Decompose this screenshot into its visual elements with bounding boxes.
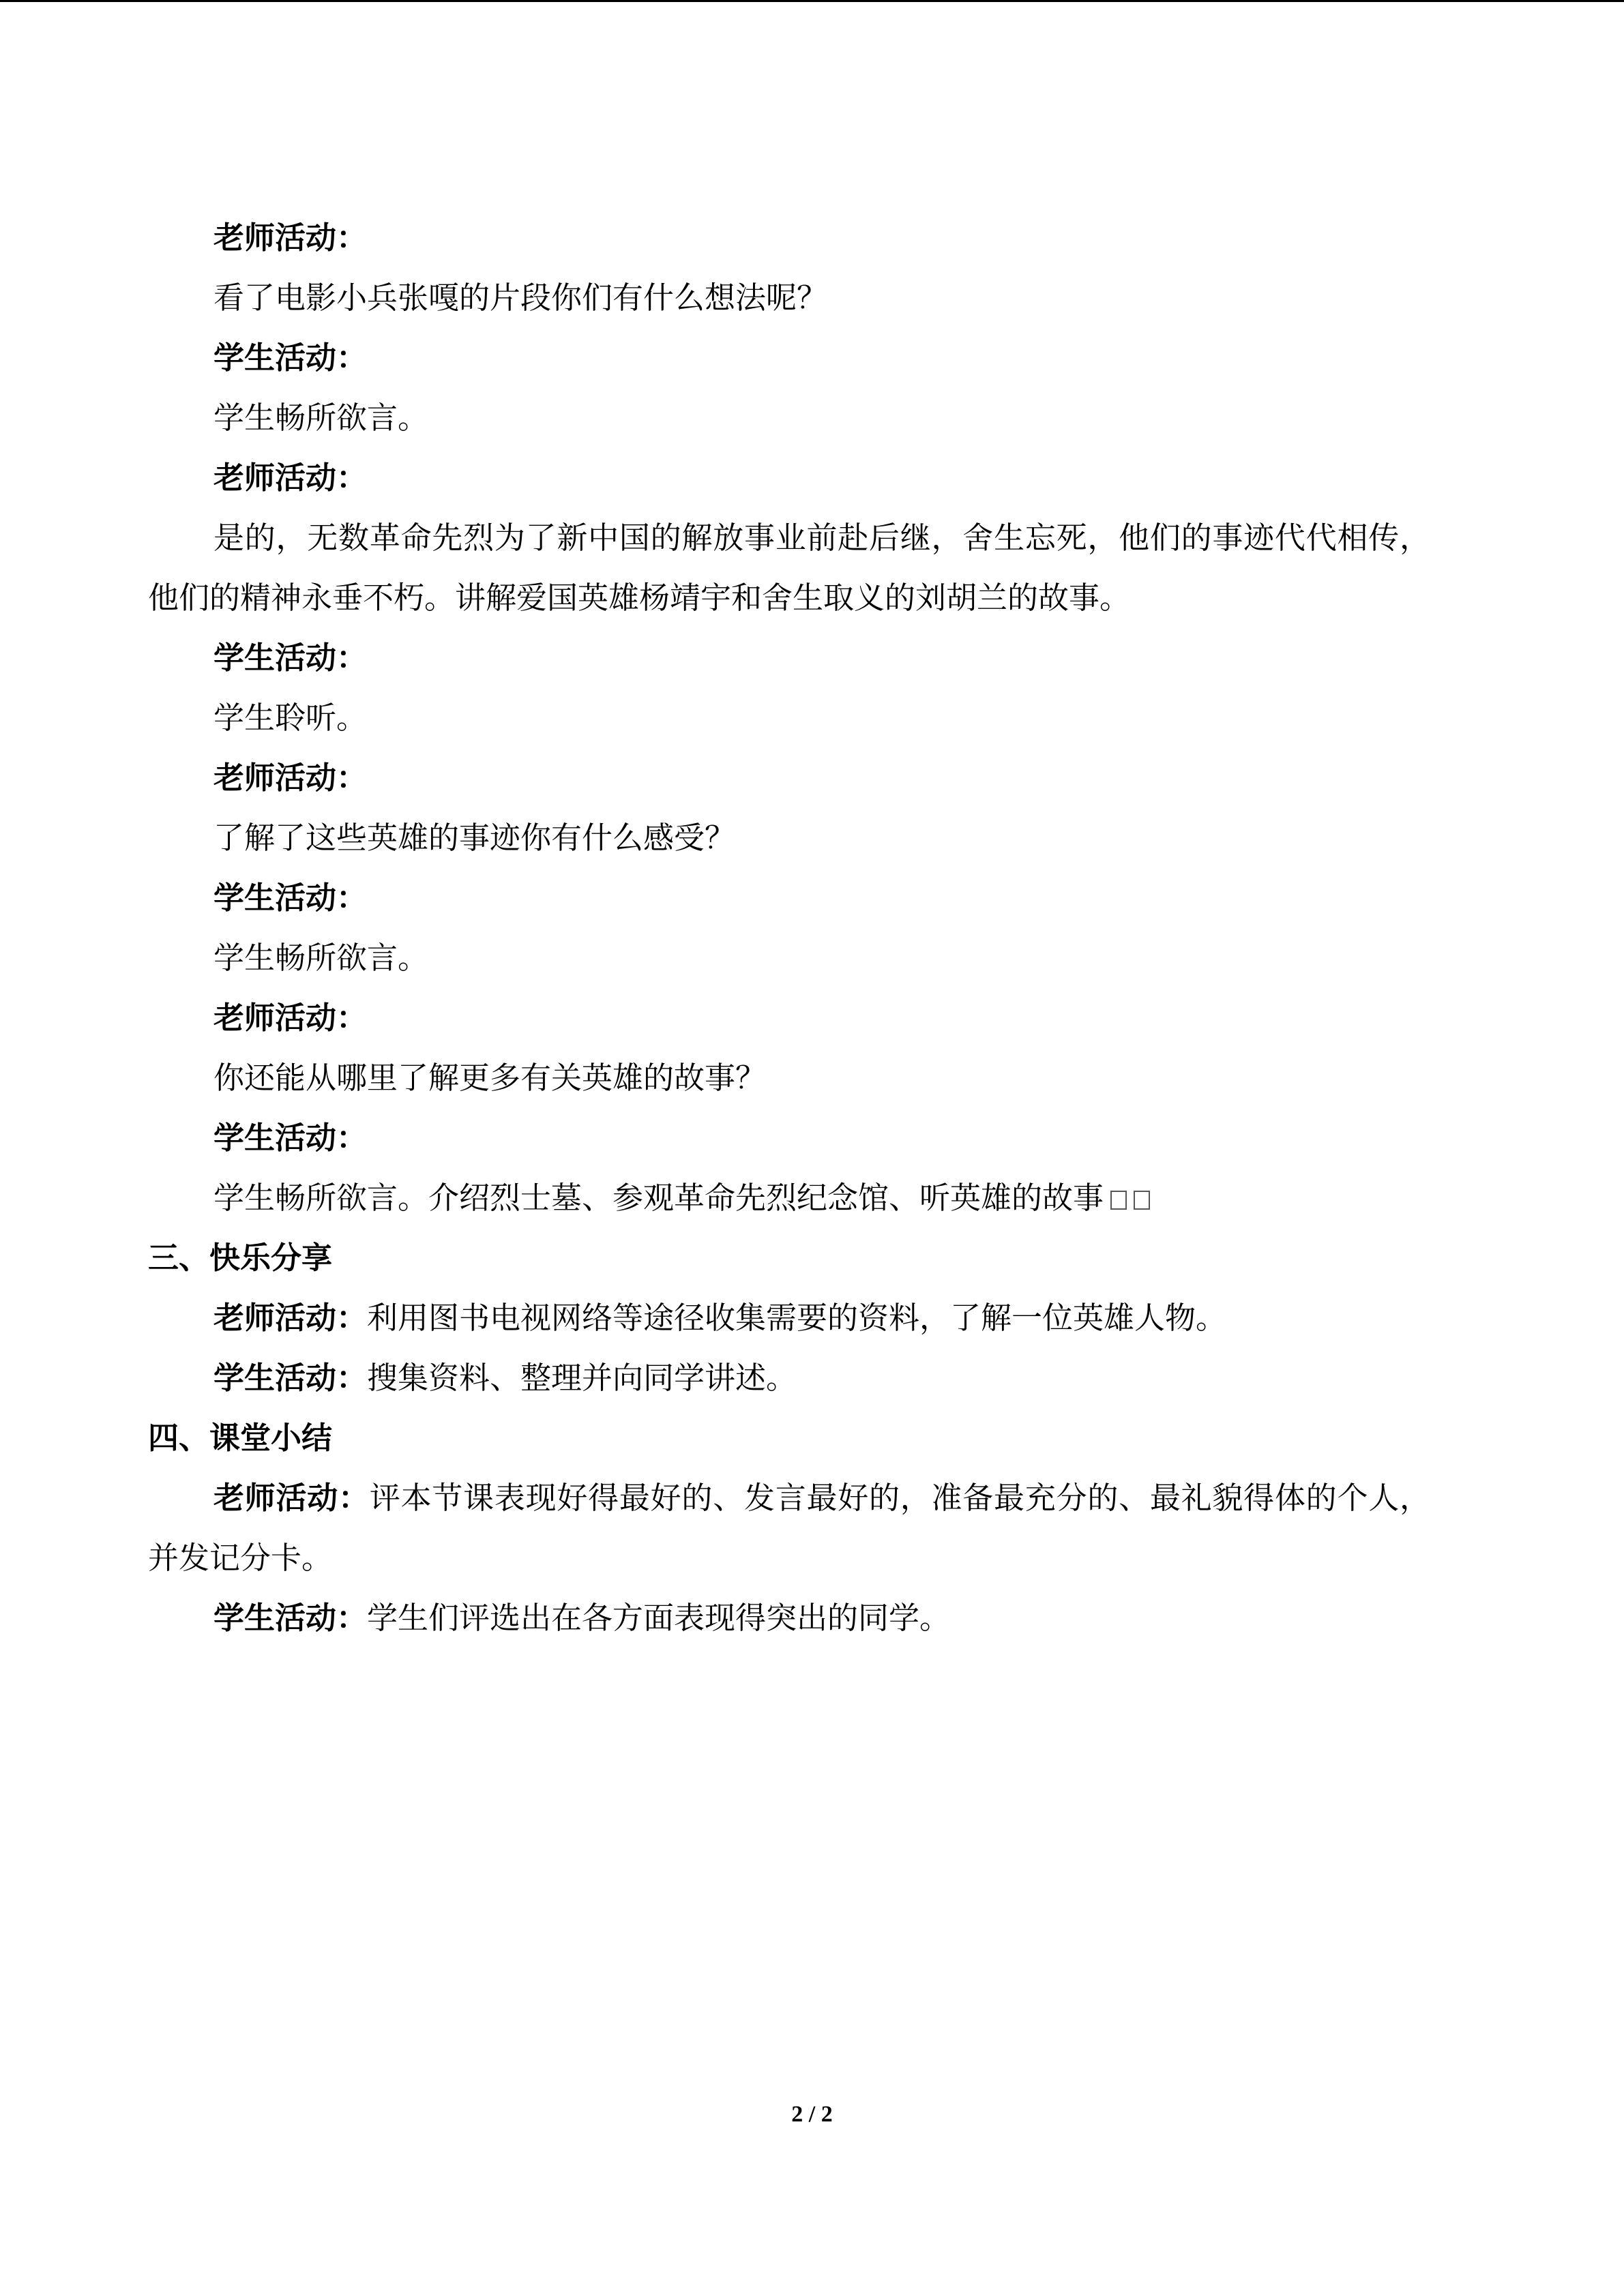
student-response-text: 学生畅所欲言。介绍烈士墓、参观革命先烈纪念馆、听英雄的故事	[213, 1180, 1104, 1216]
student-activity-label: 学生活动：	[213, 640, 368, 676]
missing-glyph-box	[1110, 1191, 1127, 1210]
top-border	[0, 0, 1624, 2]
section-heading-class-summary: 四、课堂小结	[148, 1420, 333, 1456]
student-activity-label: 学生活动：	[213, 1600, 368, 1636]
teacher-activity-row	[148, 1288, 1430, 1348]
student-response: 学生畅所欲言。	[213, 940, 429, 976]
teacher-activity-label: 老师活动：	[213, 460, 368, 496]
student-response: 学生聆听。	[213, 700, 368, 736]
student-activity-row	[148, 1348, 1430, 1408]
teacher-question: 看了电影小兵张嘎的片段你们有什么想法呢？	[213, 280, 828, 316]
teacher-activity-label: 老师活动：	[213, 220, 368, 256]
teacher-question: 了解了这些英雄的事迹你有什么感受？	[213, 820, 736, 856]
student-activity-text: 搜集资料、整理并向同学讲述。	[367, 1360, 797, 1396]
teacher-activity-label: 老师活动：	[213, 1000, 368, 1036]
student-activity-label: 学生活动：	[213, 880, 368, 916]
student-response: 学生畅所欲言。	[213, 400, 429, 436]
teacher-question: 你还能从哪里了解更多有关英雄的故事？	[213, 1060, 767, 1096]
teacher-activity-label: 老师活动：	[213, 1300, 368, 1336]
teacher-activity-text: 利用图书电视网络等途径收集需要的资料，了解一位英雄人物。	[367, 1300, 1227, 1336]
teacher-activity-label: 老师活动：	[213, 760, 368, 796]
missing-glyph-box	[1134, 1191, 1150, 1210]
teacher-activity-text: 评本节课表现好得最好的、发言最好的，准备最充分的、最礼貌得体的个人，并发记分卡。	[148, 1480, 1430, 1576]
section-heading-happy-sharing: 三、快乐分享	[148, 1240, 333, 1276]
student-activity-row	[148, 1588, 1430, 1648]
student-response-with-missing-glyphs	[148, 1168, 1430, 1228]
student-activity-text: 学生们评选出在各方面表现得突出的同学。	[367, 1600, 951, 1636]
page-number: 2 / 2	[791, 2102, 833, 2127]
teacher-activity-label: 老师活动：	[213, 1480, 370, 1516]
student-activity-label: 学生活动：	[213, 1120, 368, 1156]
document-body	[148, 208, 1430, 1648]
teacher-explanation: 是的，无数革命先烈为了新中国的解放事业前赴后继，舍生忘死，他们的事迹代代相传，他们的精神永垂不朽。讲解爱国英雄杨靖宇和舍生取义的刘胡兰的故事。	[148, 520, 1430, 616]
student-activity-label: 学生活动：	[213, 1360, 368, 1396]
teacher-activity-paragraph	[148, 1468, 1430, 1588]
student-activity-label: 学生活动：	[213, 340, 368, 376]
